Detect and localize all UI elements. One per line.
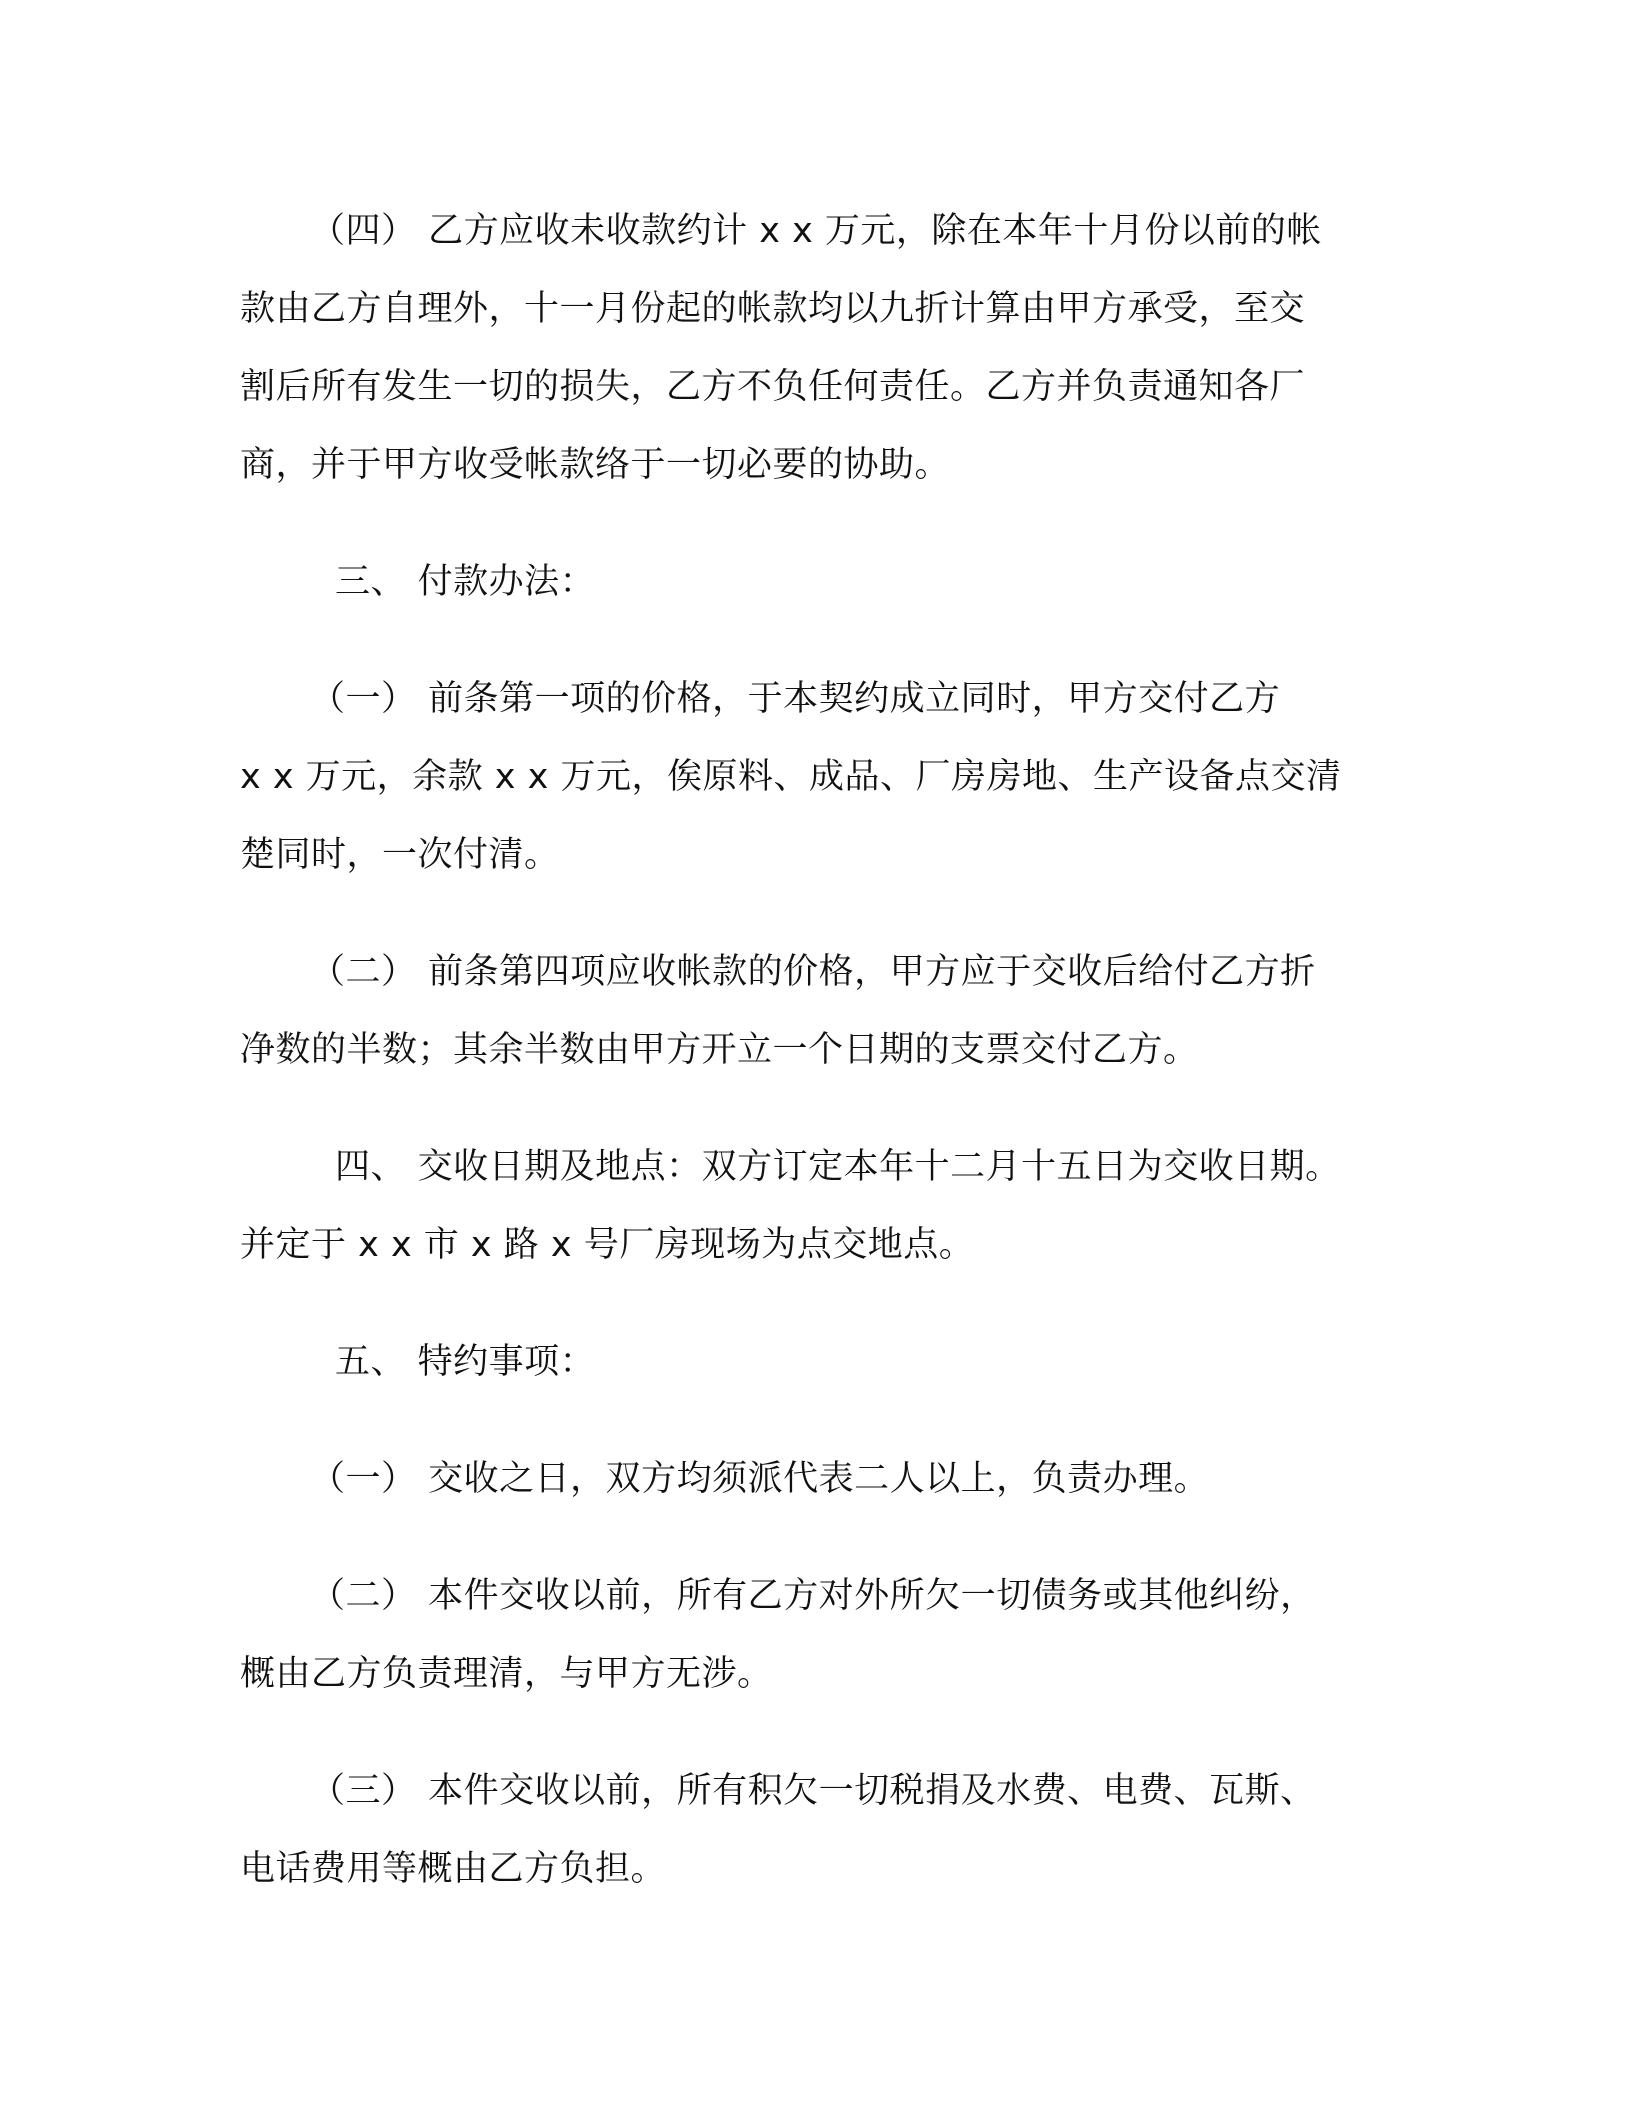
clause-3-1-paragraph xyxy=(240,660,1392,894)
text-line: 楚同时，一次付清。 xyxy=(240,835,560,875)
text-line: x x 万元，余款 x x 万元，俟原料、成品、厂房房地、生产设备点交清 xyxy=(240,757,1342,797)
text-line: 割后所有发生一切的损失，乙方不负任何责任。乙方并负责通知各厂 xyxy=(240,367,1306,407)
text-line: 净数的半数；其余半数由甲方开立一个日期的支票交付乙方。 xyxy=(240,1030,1199,1070)
section-4-paragraph xyxy=(240,1128,1392,1284)
text-line: 电话费用等概由乙方负担。 xyxy=(240,1849,667,1889)
section-5-heading xyxy=(240,1323,1392,1401)
clause-5-2-paragraph xyxy=(240,1557,1392,1713)
text-line: 商，并于甲方收受帐款络于一切必要的协助。 xyxy=(240,445,951,485)
section-3-heading xyxy=(240,543,1392,621)
text-line: 并定于 x x 市 x 路 x 号厂房现场为点交地点。 xyxy=(240,1225,975,1265)
text-line: 概由乙方负责理清，与甲方无涉。 xyxy=(240,1654,773,1694)
text-line: （三） 本件交收以前，所有积欠一切税捐及水费、电费、瓦斯、 xyxy=(310,1771,1316,1811)
text-line: 四、 交收日期及地点：双方订定本年十二月十五日为交收日期。 xyxy=(335,1147,1341,1187)
clause-2-4-paragraph xyxy=(240,192,1392,504)
text-line: （二） 前条第四项应收帐款的价格，甲方应于交收后给付乙方折 xyxy=(310,952,1316,992)
text-line: （四） 乙方应收未收款约计 x x 万元，除在本年十月份以前的帐 xyxy=(310,211,1322,251)
clause-5-1-paragraph xyxy=(240,1440,1392,1518)
text-line: （二） 本件交收以前，所有乙方对外所欠一切债务或其他纠纷， xyxy=(310,1576,1316,1616)
clause-5-3-paragraph xyxy=(240,1752,1392,1908)
text-line: （一） 交收之日，双方均须派代表二人以上，负责办理。 xyxy=(310,1459,1210,1499)
clause-3-2-paragraph xyxy=(240,933,1392,1089)
document-body xyxy=(240,192,1392,1947)
text-line: 五、 特约事项： xyxy=(335,1342,596,1382)
text-line: 款由乙方自理外，十一月份起的帐款均以九折计算由甲方承受，至交 xyxy=(240,289,1306,329)
text-line: 三、 付款办法： xyxy=(335,562,596,602)
text-line: （一） 前条第一项的价格，于本契约成立同时，甲方交付乙方 xyxy=(310,679,1281,719)
